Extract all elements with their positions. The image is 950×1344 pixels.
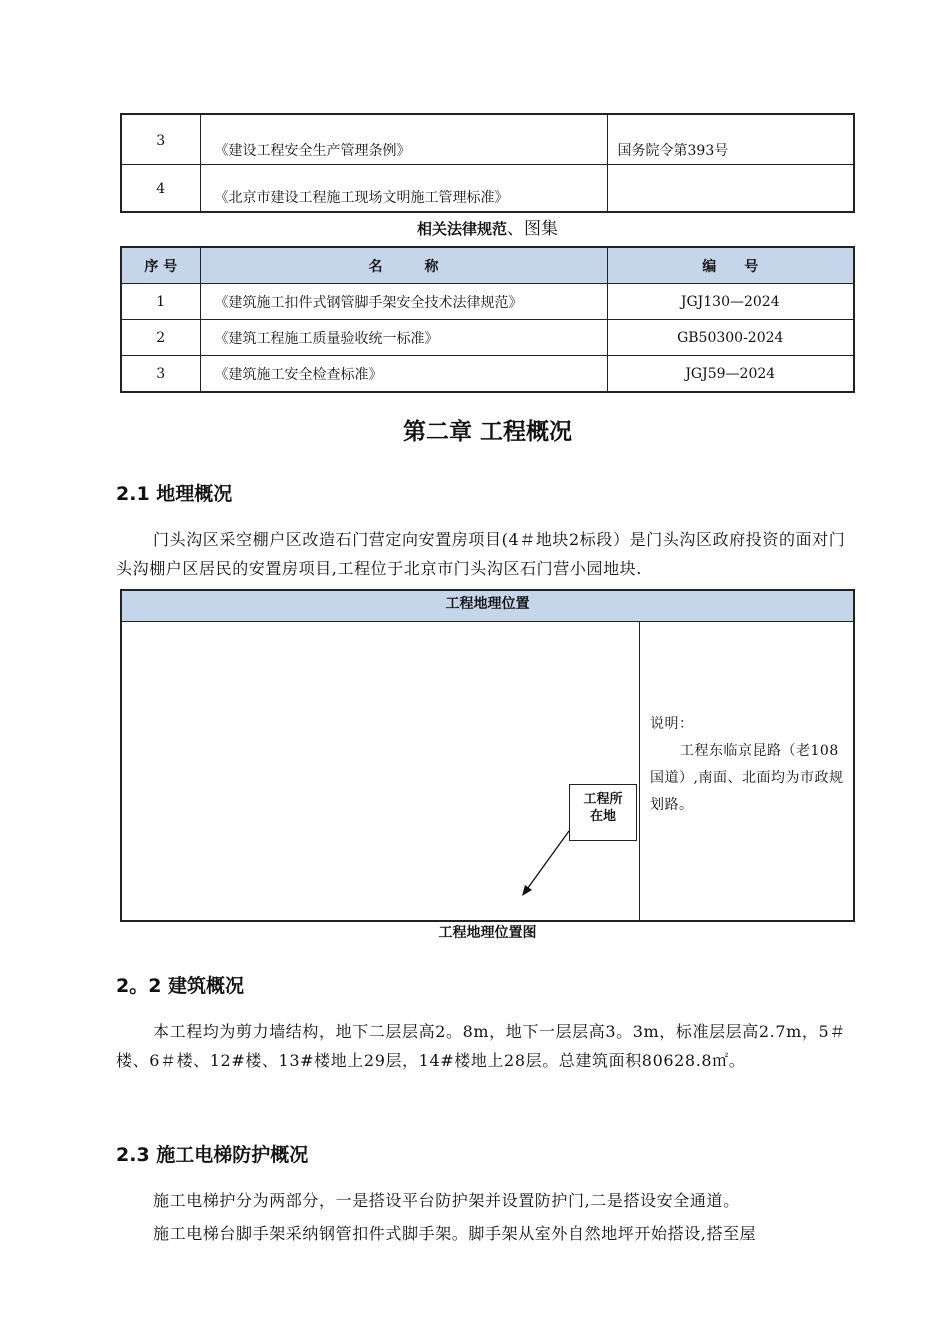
table-caption [0, 214, 950, 239]
seq-cell: 4 [121, 164, 200, 212]
code-cell [607, 164, 854, 212]
section-title-2-1: 2.1 地理概况 [116, 483, 233, 505]
code-cell: JGJ59—2024 [607, 356, 854, 393]
table-header-row [121, 247, 854, 284]
section-title-2-3: 2.3 施工电梯防护概况 [116, 1144, 309, 1166]
caption-rest: 、图集 [507, 219, 558, 239]
map-header: 工程地理位置 [122, 591, 853, 622]
reference-table-continued [120, 113, 855, 213]
section-2-3-paragraph-1: 施工电梯护分为两部分，一是搭设平台防护架并设置防护门,二是搭设安全通道。 [153, 1191, 740, 1210]
table-row [121, 356, 854, 393]
name-cell: 《建筑施工扣件式钢管脚手架安全技术法律规范》 [200, 284, 607, 320]
code-cell: GB50300-2024 [607, 320, 854, 356]
marker-label-line2: 在地 [589, 809, 616, 824]
chapter-title: 第二章 工程概况 [402, 419, 572, 445]
arrow-head [522, 885, 532, 896]
arrow-line [525, 831, 569, 892]
marker-label-line1: 工程所 [583, 792, 623, 807]
seq-cell: 2 [121, 320, 200, 356]
location-arrow [122, 622, 639, 920]
name-cell: 《建设工程安全生产管理条例》 [200, 114, 607, 164]
table-row [121, 284, 854, 320]
reference-table [120, 246, 855, 393]
note-text: 工程东临京昆路（老108国道）,南面、北面均为市政规划路。 [650, 743, 844, 813]
header-name: 名 称 [200, 247, 607, 284]
map-caption: 工程地理位置图 [438, 925, 537, 941]
section-2-2-paragraph: 本工程均为剪力墙结构，地下二层层高2。8m，地下一层层高3。3m，标准层层高2.7m，5＃楼、6＃楼、12#楼、13#楼地上29层，14#楼地上28层。总建筑面积80628.8㎡。 [116, 1022, 846, 1070]
map-area [122, 622, 640, 920]
table-row [121, 114, 854, 164]
seq-cell: 3 [121, 114, 200, 164]
seq-cell: 3 [121, 356, 200, 393]
code-cell: 国务院令第393号 [607, 114, 854, 164]
table-row [121, 164, 854, 212]
table-row [121, 320, 854, 356]
note-label: 说明： [650, 716, 694, 732]
map-note [650, 711, 846, 819]
code-cell: JGJ130—2024 [607, 284, 854, 320]
map-box [120, 589, 855, 922]
header-code: 编 号 [607, 247, 854, 284]
seq-cell: 1 [121, 284, 200, 320]
section-title-2-2: 2。2 建筑概况 [116, 975, 245, 997]
section-2-1-paragraph: 门头沟区采空棚户区改造石门营定向安置房项目(4＃地块2标段）是门头沟区政府投资的面对门头沟棚户区居民的安置房项目,工程位于北京市门头沟区石门营小园地块. [116, 530, 846, 578]
caption-bold: 相关法律规范 [416, 220, 507, 238]
name-cell: 《建筑施工安全检查标准》 [200, 356, 607, 393]
name-cell: 《建筑工程施工质量验收统一标准》 [200, 320, 607, 356]
header-seq: 序 号 [121, 247, 200, 284]
name-cell: 《北京市建设工程施工现场文明施工管理标准》 [200, 164, 607, 212]
section-2-3-paragraph-2: 施工电梯台脚手架采纳钢管扣件式脚手架。脚手架从室外自然地坪开始搭设,搭至屋 [153, 1224, 757, 1243]
